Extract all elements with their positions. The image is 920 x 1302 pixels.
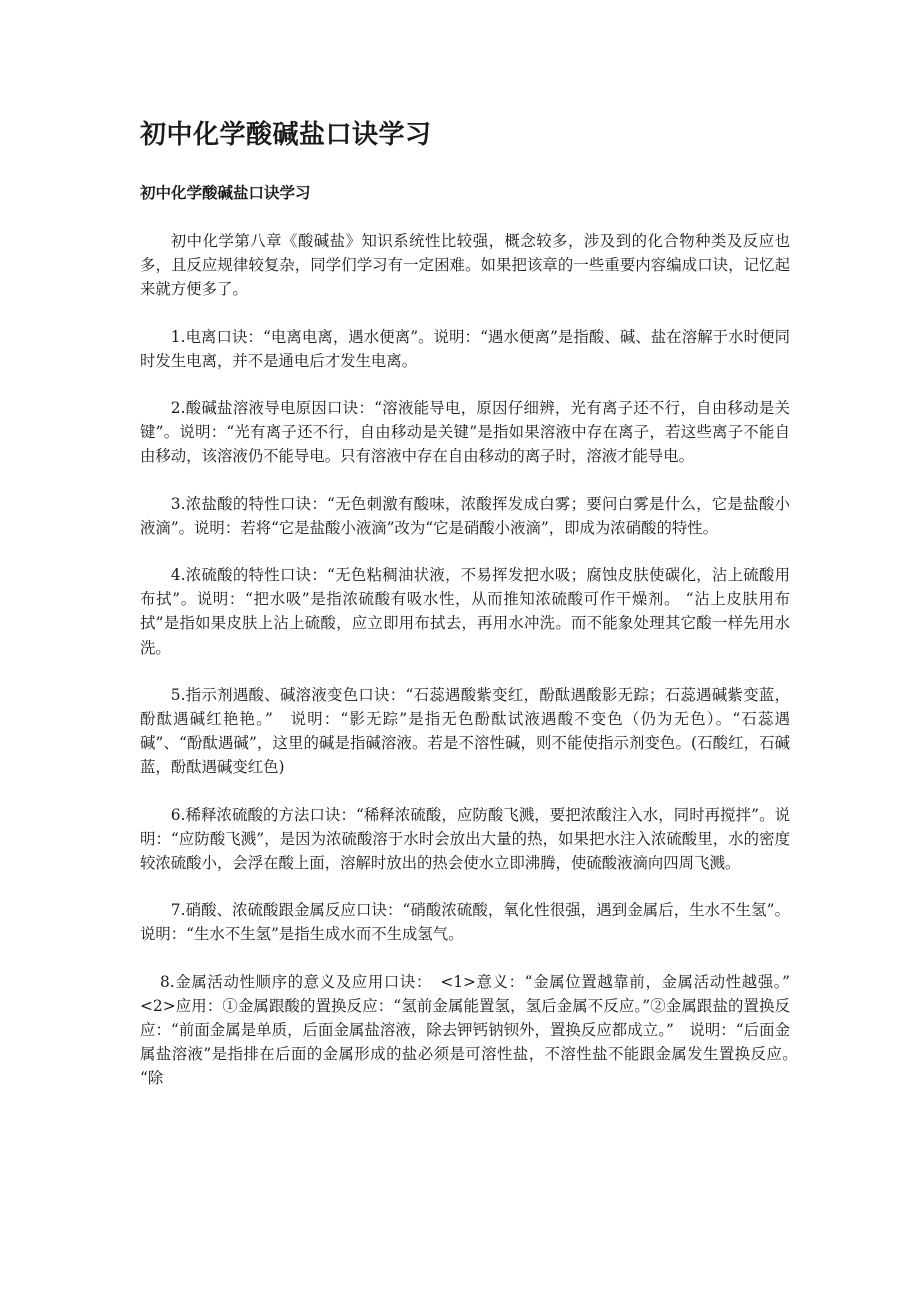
document-body: [140, 229, 806, 1114]
paragraph-conductivity: 2.酸碱盐溶液导电原因口诀：“溶液能导电，原因仔细辨，光有离子还不行，自由移动是关键”。说明：“光有离子还不行，自由移动是关键”是指如果溶液中存在离子，若这些离子不能自由移动，该溶液仍不能导电。只有溶液中存在自由移动的离子时，溶液才能导电。: [140, 399, 790, 466]
document-title: 初中化学酸碱盐口诀学习: [140, 120, 432, 150]
paragraph-activity-series: 8.金属活动性顺序的意义及应用口诀： <1>意义：“金属位置越靠前，金属活动性越强。” <2>应用：①金属跟酸的置换反应：“氢前金属能置氢，氢后金属不反应。”②金属跟盐的置换反应：“前面金属是单质，后面金属盐溶液，除去钾钙钠钡外，置换反应都成立。” 说明：“后面金属盐溶液”是指排在后面的金属形成的盐必须是可溶性盐，不溶性盐不能跟金属发生置换反应。 “除: [140, 972, 806, 1088]
document-subtitle: 初中化学酸碱盐口诀学习: [140, 183, 311, 202]
paragraph-dilution: 6.稀释浓硫酸的方法口诀：“稀释浓硫酸，应防酸飞溅，要把浓酸注入水，同时再搅拌”。说明：“应防酸飞溅”，是因为浓硫酸溶于水时会放出大量的热，如果把水注入浓硫酸里，水的密度较浓硫酸小，会浮在酸上面，溶解时放出的热会使水立即沸腾，使硫酸液滴向四周飞溅。: [140, 805, 790, 873]
paragraph-metal-reaction: 7.硝酸、浓硫酸跟金属反应口诀：“硝酸浓硫酸，氧化性很强，遇到金属后，生水不生氢”。说明：“生水不生氢”是指生成水而不生成氢气。: [140, 901, 790, 944]
paragraph-ionization: 1.电离口诀：“电离电离，遇水便离”。说明：“遇水便离”是指酸、碱、盐在溶解于水时便同时发生电离，并不是通电后才发生电离。: [140, 327, 790, 370]
paragraph-indicator: 5.指示剂遇酸、碱溶液变色口诀：“石蕊遇酸紫变红，酚酞遇酸影无踪；石蕊遇碱紫变蓝，酚酞遇碱红艳艳。” 说明：“影无踪”是指无色酚酞试液遇酸不变色（仍为无色）。“石蕊遇碱”、“酚酞遇碱”，这里的碱是指碱溶液。若是不溶性碱，则不能使指示剂变色。(石酸红，石碱蓝，酚酞遇碱变红色): [140, 685, 790, 777]
paragraph-hydrochloric-acid: 3.浓盐酸的特性口诀：“无色刺激有酸味，浓酸挥发成白雾；要问白雾是什么，它是盐酸小液滴”。说明：若将“它是盐酸小液滴”改为“它是硝酸小液滴”，即成为浓硝酸的特性。: [140, 494, 790, 537]
paragraph-sulfuric-acid: 4.浓硫酸的特性口诀：“无色粘稠油状液，不易挥发把水吸；腐蚀皮肤使碳化，沾上硫酸用布拭”。说明：“把水吸”是指浓硫酸有吸水性，从而推知浓硫酸可作干燥剂。 “沾上皮肤用布拭”是指如果皮肤上沾上硫酸，应立即用布拭去，再用水冲洗。而不能象处理其它酸一样先用水洗。: [140, 566, 790, 657]
intro-paragraph: 初中化学第八章《酸碱盐》知识系统性比较强，概念较多，涉及到的化合物种类及反应也多，且反应规律较复杂，同学们学习有一定困难。如果把该章的一些重要内容编成口诀，记忆起来就方便多了。: [140, 232, 790, 299]
